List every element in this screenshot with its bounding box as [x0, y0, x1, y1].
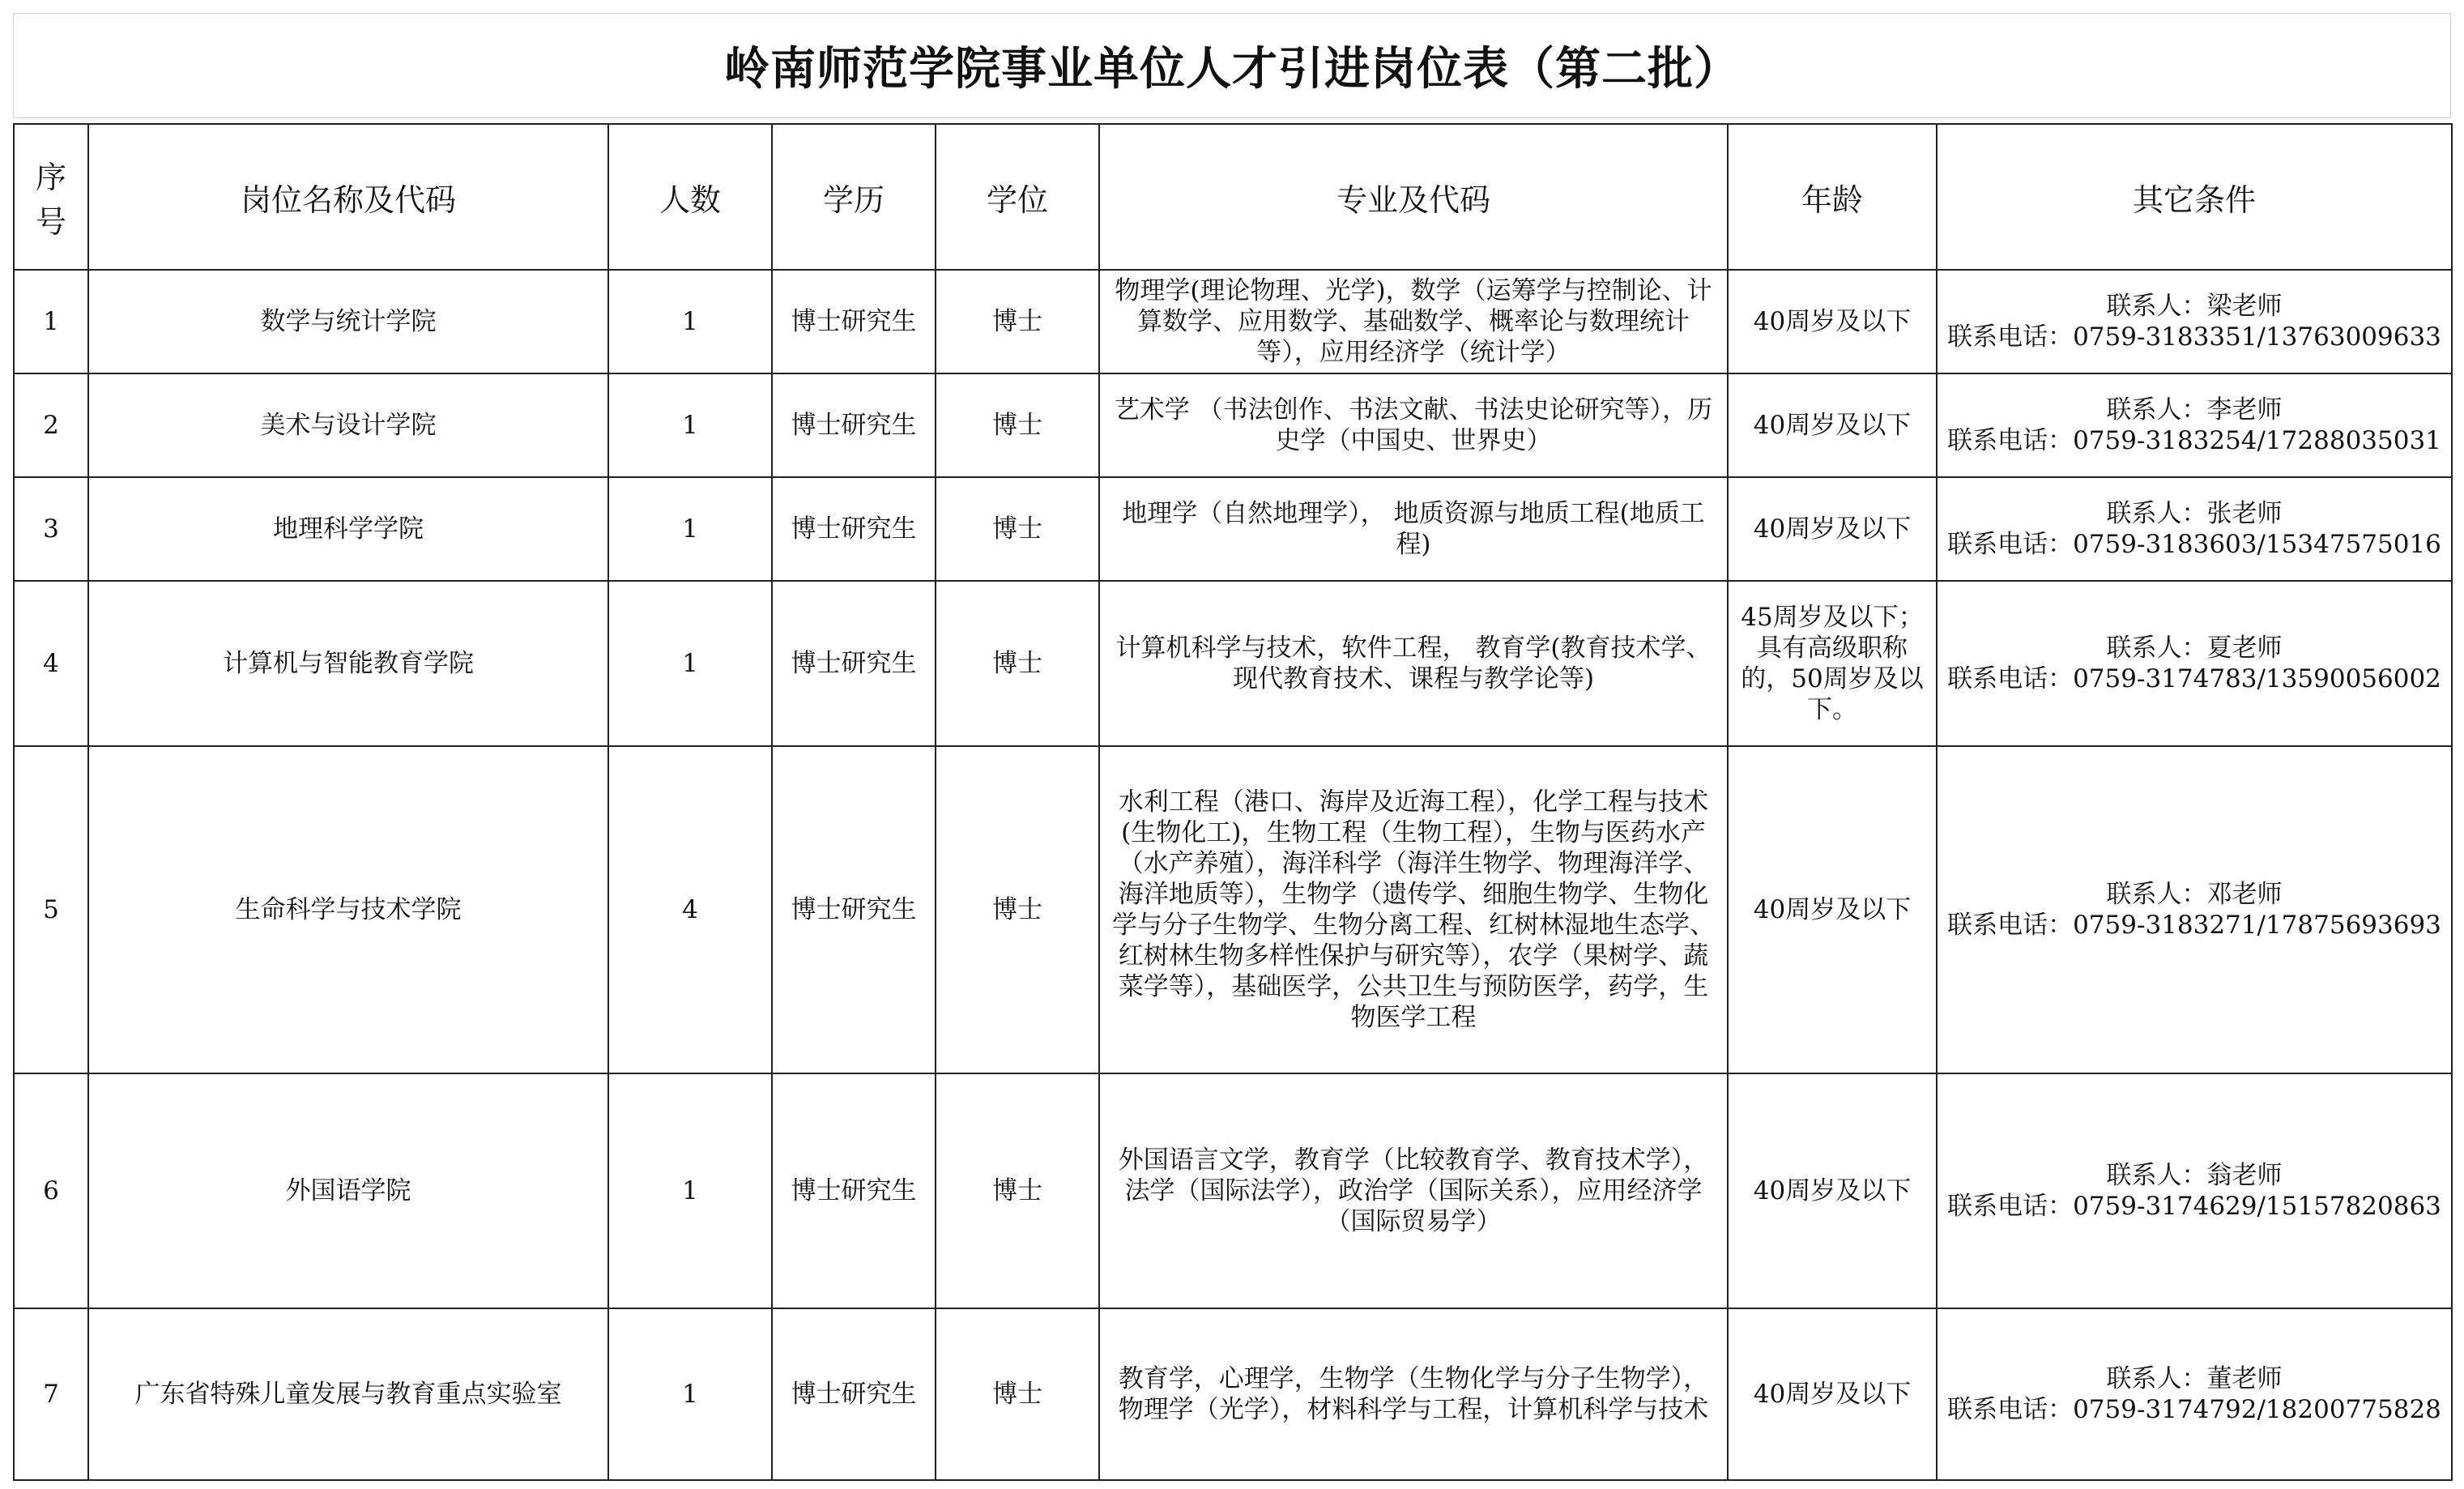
- cell-other: [1937, 581, 2452, 746]
- table-row: [14, 1308, 2452, 1480]
- cell-count: 4: [608, 746, 772, 1073]
- cell-age: 40周岁及以下: [1728, 270, 1937, 373]
- header-count: 人数: [608, 124, 772, 270]
- cell-age: 40周岁及以下: [1728, 1073, 1937, 1308]
- cell-age: 40周岁及以下: [1728, 477, 1937, 581]
- positions-table: [13, 123, 2453, 1481]
- cell-no: 5: [14, 746, 88, 1073]
- cell-other: [1937, 270, 2452, 373]
- cell-count: 1: [608, 581, 772, 746]
- table-row: [14, 477, 2452, 581]
- table-header-row: [14, 124, 2452, 270]
- cell-major: 外国语言文学，教育学（比较教育学、教育技术学），法学（国际法学），政治学（国际关系），应用经济学（国际贸易学）: [1099, 1073, 1728, 1308]
- header-post: 岗位名称及代码: [88, 124, 608, 270]
- contact-person: 联系人：梁老师: [2106, 292, 2283, 321]
- cell-count: 1: [608, 1308, 772, 1480]
- contact-person: 联系人：翁老师: [2106, 1161, 2283, 1190]
- cell-degree: 博士: [936, 1073, 1099, 1308]
- cell-other: [1937, 1308, 2452, 1480]
- table-row: [14, 373, 2452, 477]
- cell-education: 博士研究生: [772, 373, 936, 477]
- cell-other: [1937, 373, 2452, 477]
- cell-education: 博士研究生: [772, 477, 936, 581]
- cell-post: 广东省特殊儿童发展与教育重点实验室: [88, 1308, 608, 1480]
- cell-education: 博士研究生: [772, 746, 936, 1073]
- cell-age: 40周岁及以下: [1728, 373, 1937, 477]
- cell-major: 教育学，心理学，生物学（生物化学与分子生物学），物理学（光学），材料科学与工程，计算机科学与技术: [1099, 1308, 1728, 1480]
- cell-count: 1: [608, 270, 772, 373]
- cell-no: 3: [14, 477, 88, 581]
- cell-post: 生命科学与技术学院: [88, 746, 608, 1073]
- cell-major: 物理学(理论物理、光学)，数学（运筹学与控制论、计算数学、应用数学、基础数学、概率论与数理统计等），应用经济学（统计学）: [1099, 270, 1728, 373]
- contact-person: 联系人：夏老师: [2106, 634, 2283, 663]
- recruitment-sheet: [13, 13, 2451, 1476]
- contact-person: 联系人：李老师: [2106, 395, 2283, 425]
- cell-post: 外国语学院: [88, 1073, 608, 1308]
- contact-person: 联系人：张老师: [2106, 499, 2283, 528]
- cell-count: 1: [608, 373, 772, 477]
- cell-count: 1: [608, 1073, 772, 1308]
- contact-phone: 联系电话：0759-3183254/17288035031: [1947, 426, 2441, 455]
- header-degree: 学位: [936, 124, 1099, 270]
- table-row: [14, 581, 2452, 746]
- contact-phone: 联系电话：0759-3174629/15157820863: [1947, 1192, 2441, 1221]
- header-age: 年龄: [1728, 124, 1937, 270]
- cell-post: 地理科学学院: [88, 477, 608, 581]
- cell-post: 美术与设计学院: [88, 373, 608, 477]
- header-no: 序号: [14, 124, 88, 270]
- cell-major: 计算机科学与技术，软件工程， 教育学(教育技术学、现代教育技术、课程与教学论等): [1099, 581, 1728, 746]
- cell-degree: 博士: [936, 270, 1099, 373]
- cell-no: 6: [14, 1073, 88, 1308]
- cell-no: 1: [14, 270, 88, 373]
- table-row: [14, 1073, 2452, 1308]
- header-major: 专业及代码: [1099, 124, 1728, 270]
- cell-degree: 博士: [936, 746, 1099, 1073]
- header-education: 学历: [772, 124, 936, 270]
- contact-phone: 联系电话：0759-3174783/13590056002: [1947, 664, 2441, 693]
- cell-education: 博士研究生: [772, 581, 936, 746]
- cell-major: 地理学（自然地理学）， 地质资源与地质工程(地质工程): [1099, 477, 1728, 581]
- cell-degree: 博士: [936, 373, 1099, 477]
- cell-count: 1: [608, 477, 772, 581]
- title-banner: [13, 13, 2451, 118]
- cell-major: 艺术学 （书法创作、书法文献、书法史论研究等），历史学（中国史、世界史）: [1099, 373, 1728, 477]
- cell-education: 博士研究生: [772, 1308, 936, 1480]
- contact-phone: 联系电话：0759-3183603/15347575016: [1947, 530, 2441, 559]
- cell-other: [1937, 477, 2452, 581]
- contact-phone: 联系电话：0759-3183351/13763009633: [1947, 322, 2441, 352]
- cell-no: 4: [14, 581, 88, 746]
- cell-no: 7: [14, 1308, 88, 1480]
- cell-degree: 博士: [936, 581, 1099, 746]
- cell-post: 数学与统计学院: [88, 270, 608, 373]
- cell-degree: 博士: [936, 477, 1099, 581]
- cell-other: [1937, 1073, 2452, 1308]
- cell-other: [1937, 746, 2452, 1073]
- header-other: 其它条件: [1937, 124, 2452, 270]
- contact-person: 联系人：董老师: [2106, 1364, 2283, 1393]
- cell-education: 博士研究生: [772, 1073, 936, 1308]
- cell-degree: 博士: [936, 1308, 1099, 1480]
- contact-person: 联系人：邓老师: [2106, 880, 2283, 909]
- cell-education: 博士研究生: [772, 270, 936, 373]
- contact-phone: 联系电话：0759-3174792/18200775828: [1947, 1395, 2441, 1424]
- table-row: [14, 270, 2452, 373]
- page-title: 岭南师范学院事业单位人才引进岗位表（第二批）: [724, 43, 1740, 96]
- cell-age: 45周岁及以下；具有高级职称的，50周岁及以下。: [1728, 581, 1937, 746]
- cell-age: 40周岁及以下: [1728, 746, 1937, 1073]
- table-row: [14, 746, 2452, 1073]
- cell-age: 40周岁及以下: [1728, 1308, 1937, 1480]
- cell-post: 计算机与智能教育学院: [88, 581, 608, 746]
- cell-no: 2: [14, 373, 88, 477]
- cell-major: 水利工程（港口、海岸及近海工程），化学工程与技术(生物化工)，生物工程（生物工程），生物与医药水产（水产养殖），海洋科学（海洋生物学、物理海洋学、海洋地质等），生物学（遗传学、细胞生物学、生物化学与分子生物学、生物分离工程、红树林湿地生态学、红树林生物多样性保护与研究等），农学（果树学、蔬菜学等），基础医学，公共卫生与预防医学，药学，生物医学工程: [1099, 746, 1728, 1073]
- contact-phone: 联系电话：0759-3183271/17875693693: [1947, 911, 2441, 940]
